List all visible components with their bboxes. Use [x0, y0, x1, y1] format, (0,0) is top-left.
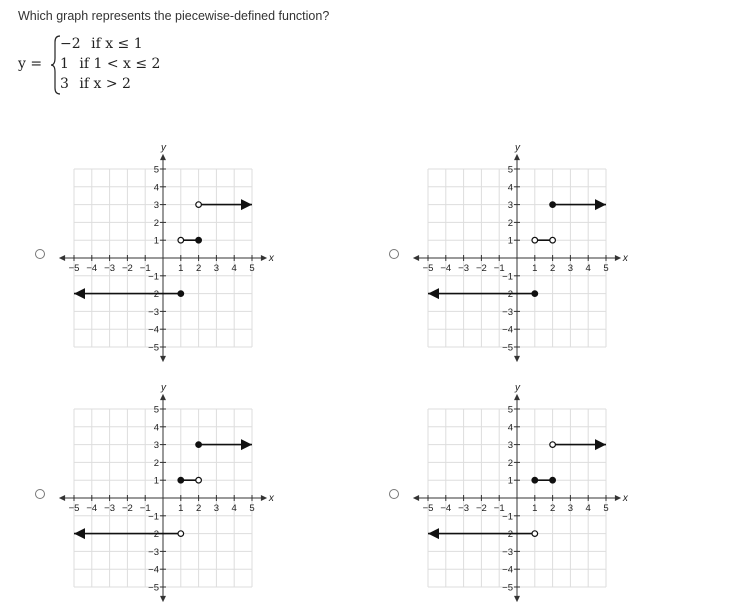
y-axis-label: y — [515, 142, 520, 154]
segment-arrow-right — [241, 199, 252, 210]
open-point — [550, 442, 556, 448]
closed-point — [178, 291, 184, 297]
x-tick-label: −2 — [475, 263, 487, 274]
segment-arrow-left — [428, 528, 439, 539]
x-tick-label: −2 — [121, 263, 133, 274]
open-point — [196, 202, 202, 208]
option-2-radio[interactable] — [389, 249, 399, 259]
x-axis-arrow — [413, 255, 419, 261]
y-axis-arrow — [514, 154, 520, 160]
y-tick-label: 4 — [153, 182, 159, 194]
closed-point — [196, 442, 202, 448]
y-axis-arrow — [160, 356, 166, 362]
y-tick-label: −4 — [148, 564, 159, 576]
x-tick-label: 1 — [178, 263, 184, 274]
y-tick-label: −2 — [148, 529, 159, 541]
x-tick-label: −2 — [121, 503, 133, 514]
x-tick-label: −5 — [68, 503, 80, 514]
open-point — [178, 237, 184, 243]
x-axis-arrow — [413, 495, 419, 501]
y-tick-label: −1 — [502, 511, 513, 523]
x-tick-label: 2 — [549, 503, 556, 514]
y-tick-label: −2 — [502, 289, 513, 301]
case-3-value: 3 — [60, 76, 69, 92]
y-axis-label: y — [515, 382, 520, 394]
x-axis-arrow — [261, 255, 267, 261]
open-point — [196, 477, 202, 483]
x-tick-label: −3 — [458, 503, 470, 514]
x-tick-label: −4 — [86, 263, 98, 274]
case-3 — [60, 76, 131, 92]
x-tick-label: −4 — [86, 503, 98, 514]
x-tick-label: 4 — [231, 263, 237, 274]
y-tick-label: 1 — [507, 475, 513, 487]
open-point — [550, 237, 556, 243]
x-tick-label: 2 — [195, 503, 202, 514]
x-tick-label: 4 — [231, 503, 237, 514]
y-tick-label: 5 — [507, 164, 513, 176]
y-tick-label: 4 — [153, 422, 159, 434]
closed-point — [550, 477, 556, 483]
x-axis-arrow — [261, 495, 267, 501]
y-axis-arrow — [160, 154, 166, 160]
open-point — [178, 531, 184, 537]
case-2-condition: if 1 < x ≤ 2 — [79, 56, 161, 72]
y-tick-label: 1 — [153, 235, 159, 247]
formula-lhs: y = — [18, 56, 43, 72]
option-1-graph[interactable] — [55, 140, 285, 370]
option-3-graph[interactable] — [55, 380, 285, 610]
y-axis-label: y — [161, 382, 166, 394]
x-tick-label: −5 — [422, 263, 434, 274]
x-tick-label: −3 — [458, 263, 470, 274]
closed-point — [550, 202, 556, 208]
case-2 — [60, 56, 160, 72]
x-tick-label: −2 — [475, 503, 487, 514]
y-tick-label: −3 — [148, 306, 159, 318]
x-tick-label: −5 — [422, 503, 434, 514]
y-tick-label: 2 — [507, 217, 513, 229]
x-axis-arrow — [59, 495, 65, 501]
segment-arrow-left — [74, 288, 85, 299]
x-tick-label: 1 — [178, 503, 184, 514]
y-tick-label: 5 — [507, 404, 513, 416]
option-4-graph[interactable] — [409, 380, 639, 610]
x-tick-label: −5 — [68, 263, 80, 274]
closed-point — [196, 237, 202, 243]
y-tick-label: −1 — [148, 511, 159, 523]
y-tick-label: −5 — [502, 582, 513, 594]
y-tick-label: 2 — [153, 217, 159, 229]
closed-point — [532, 477, 538, 483]
x-tick-label: 1 — [532, 503, 538, 514]
question-text: Which graph represents the piecewise-defined function? — [18, 9, 330, 23]
segment-arrow-right — [241, 439, 252, 450]
x-tick-label: −1 — [139, 503, 151, 514]
y-tick-label: −1 — [502, 271, 513, 283]
y-tick-label: −5 — [148, 342, 159, 354]
x-tick-label: −1 — [493, 263, 505, 274]
x-tick-label: −4 — [440, 503, 452, 514]
x-tick-label: 5 — [603, 263, 609, 274]
case-1 — [60, 36, 143, 52]
x-tick-label: −1 — [493, 503, 505, 514]
y-tick-label: −4 — [148, 324, 159, 336]
x-tick-label: −4 — [440, 263, 452, 274]
y-tick-label: 3 — [153, 440, 159, 452]
x-tick-label: 5 — [603, 503, 609, 514]
x-tick-label: 1 — [532, 263, 538, 274]
x-axis-label: x — [622, 493, 628, 504]
y-tick-label: −4 — [502, 564, 513, 576]
segment-arrow-left — [74, 528, 85, 539]
closed-point — [178, 477, 184, 483]
x-tick-label: 4 — [585, 263, 591, 274]
x-tick-label: 2 — [549, 263, 556, 274]
piecewise-formula — [18, 34, 218, 96]
x-tick-label: −3 — [104, 503, 116, 514]
x-axis-label: x — [622, 253, 628, 264]
y-tick-label: −2 — [502, 529, 513, 541]
x-tick-label: 3 — [567, 263, 574, 274]
option-2-graph[interactable] — [409, 140, 639, 370]
open-point — [532, 531, 538, 537]
y-axis-arrow — [514, 394, 520, 400]
y-tick-label: −3 — [148, 546, 159, 558]
y-axis-arrow — [160, 394, 166, 400]
closed-point — [532, 291, 538, 297]
x-tick-label: 5 — [249, 503, 255, 514]
case-1-value: −2 — [60, 36, 81, 52]
x-axis-arrow — [615, 255, 621, 261]
x-tick-label: 2 — [195, 263, 202, 274]
segment-arrow-right — [595, 439, 606, 450]
x-tick-label: 4 — [585, 503, 591, 514]
y-tick-label: 4 — [507, 422, 513, 434]
case-3-condition: if x > 2 — [79, 76, 131, 92]
option-1-radio[interactable] — [35, 249, 45, 259]
x-tick-label: 3 — [213, 263, 220, 274]
x-tick-label: 3 — [567, 503, 574, 514]
segment-arrow-right — [595, 199, 606, 210]
y-tick-label: −3 — [502, 546, 513, 558]
case-1-condition: if x ≤ 1 — [91, 36, 143, 52]
x-axis-label: x — [268, 493, 274, 504]
y-tick-label: 3 — [153, 200, 159, 212]
y-axis-arrow — [514, 356, 520, 362]
open-point — [532, 237, 538, 243]
case-2-value: 1 — [60, 56, 69, 72]
x-tick-label: −3 — [104, 263, 116, 274]
y-tick-label: −2 — [148, 289, 159, 301]
y-tick-label: −1 — [148, 271, 159, 283]
x-tick-label: 3 — [213, 503, 220, 514]
x-axis-arrow — [615, 495, 621, 501]
y-tick-label: 3 — [507, 440, 513, 452]
y-tick-label: 2 — [507, 457, 513, 469]
y-tick-label: −5 — [502, 342, 513, 354]
option-4-radio[interactable] — [389, 489, 399, 499]
y-tick-label: −4 — [502, 324, 513, 336]
y-tick-label: 2 — [153, 457, 159, 469]
x-tick-label: −1 — [139, 263, 151, 274]
y-tick-label: 1 — [507, 235, 513, 247]
option-3-radio[interactable] — [35, 489, 45, 499]
x-axis-arrow — [59, 255, 65, 261]
y-axis-label: y — [161, 142, 166, 154]
y-axis-arrow — [160, 596, 166, 602]
y-axis-arrow — [514, 596, 520, 602]
y-tick-label: 3 — [507, 200, 513, 212]
x-tick-label: 5 — [249, 263, 255, 274]
x-axis-label: x — [268, 253, 274, 264]
y-tick-label: 1 — [153, 475, 159, 487]
y-tick-label: 5 — [153, 404, 159, 416]
segment-arrow-left — [428, 288, 439, 299]
y-tick-label: 5 — [153, 164, 159, 176]
y-tick-label: 4 — [507, 182, 513, 194]
y-tick-label: −3 — [502, 306, 513, 318]
y-tick-label: −5 — [148, 582, 159, 594]
